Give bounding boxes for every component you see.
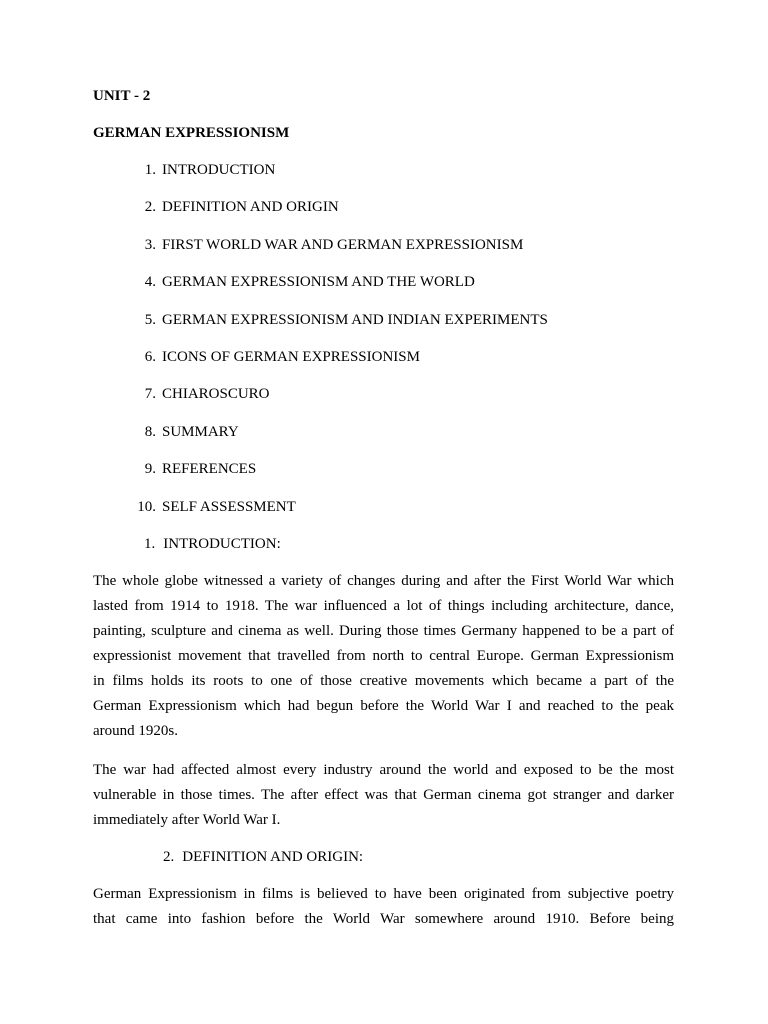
toc-label: INTRODUCTION	[162, 162, 276, 178]
toc-item	[93, 347, 548, 384]
toc-number: 8.	[144, 423, 156, 440]
toc-item	[93, 197, 548, 234]
document-title: GERMAN EXPRESSIONISM	[93, 125, 290, 141]
toc-label: REFERENCES	[162, 461, 257, 478]
section-heading-introduction	[144, 534, 281, 554]
toc-item	[93, 160, 548, 197]
toc-number: 1.	[144, 162, 156, 178]
toc-item	[93, 422, 548, 459]
paragraph-line: that came into fashion before the World War somewhere around 1910. Before being	[93, 911, 674, 927]
toc-item	[93, 235, 548, 272]
toc-label: FIRST WORLD WAR AND GERMAN EXPRESSIONISM	[162, 236, 524, 253]
paragraph	[93, 882, 674, 932]
toc-item	[93, 459, 548, 496]
paragraph	[93, 569, 674, 744]
toc-number: 5.	[144, 311, 156, 328]
paragraph-line: expressionist movement that travelled from north to central Europe. German Expressionism	[93, 648, 674, 664]
toc-item	[93, 272, 548, 309]
table-of-contents	[93, 160, 548, 534]
toc-item	[93, 384, 548, 421]
section-title: DEFINITION AND ORIGIN:	[182, 849, 364, 865]
toc-label: CHIAROSCURO	[162, 386, 270, 403]
toc-number: 2.	[144, 199, 156, 216]
paragraph	[93, 758, 674, 833]
paragraph-line: The whole globe witnessed a variety of changes during and after the First World War which	[93, 573, 674, 589]
toc-label: SUMMARY	[162, 423, 239, 440]
toc-number: 7.	[144, 386, 156, 403]
paragraph-line: The war had affected almost every industry around the world and exposed to be the most	[93, 762, 674, 778]
section-number: 1.	[144, 536, 156, 552]
toc-number: 3.	[144, 236, 156, 253]
toc-item	[93, 310, 548, 347]
toc-label: DEFINITION AND ORIGIN	[162, 199, 339, 216]
paragraph-line: German Expressionism in films is believed to have been originated from subjective poetry	[93, 886, 674, 902]
toc-number: 10.	[137, 498, 156, 515]
paragraph-line: lasted from 1914 to 1918. The war influenced a lot of things including architecture, dance,	[93, 598, 674, 614]
paragraph-line: vulnerable in those times. The after effect was that German cinema got stranger and darker	[93, 787, 674, 803]
section-number: 2.	[163, 849, 175, 865]
paragraph-line: immediately after World War I.	[93, 812, 281, 828]
paragraph-line: around 1920s.	[93, 723, 178, 739]
unit-label: UNIT - 2	[93, 88, 151, 104]
toc-number: 4.	[144, 274, 156, 291]
toc-label: ICONS OF GERMAN EXPRESSIONISM	[162, 348, 420, 365]
toc-number: 6.	[144, 348, 156, 365]
paragraph-line: painting, sculpture and cinema as well. During those times Germany happened to be a part of	[93, 623, 674, 639]
paragraph-line: German Expressionism which had begun before the World War I and reached to the peak	[93, 698, 674, 714]
toc-label: SELF ASSESSMENT	[162, 498, 296, 515]
toc-label: GERMAN EXPRESSIONISM AND INDIAN EXPERIMENTS	[162, 311, 548, 328]
toc-label: GERMAN EXPRESSIONISM AND THE WORLD	[162, 274, 475, 291]
section-heading-definition	[163, 847, 363, 867]
toc-item	[93, 497, 548, 534]
toc-number: 9.	[144, 461, 156, 478]
section-title: INTRODUCTION:	[163, 536, 281, 552]
paragraph-line: in films holds its roots to one of those creative movements which became a part of the	[93, 673, 674, 689]
